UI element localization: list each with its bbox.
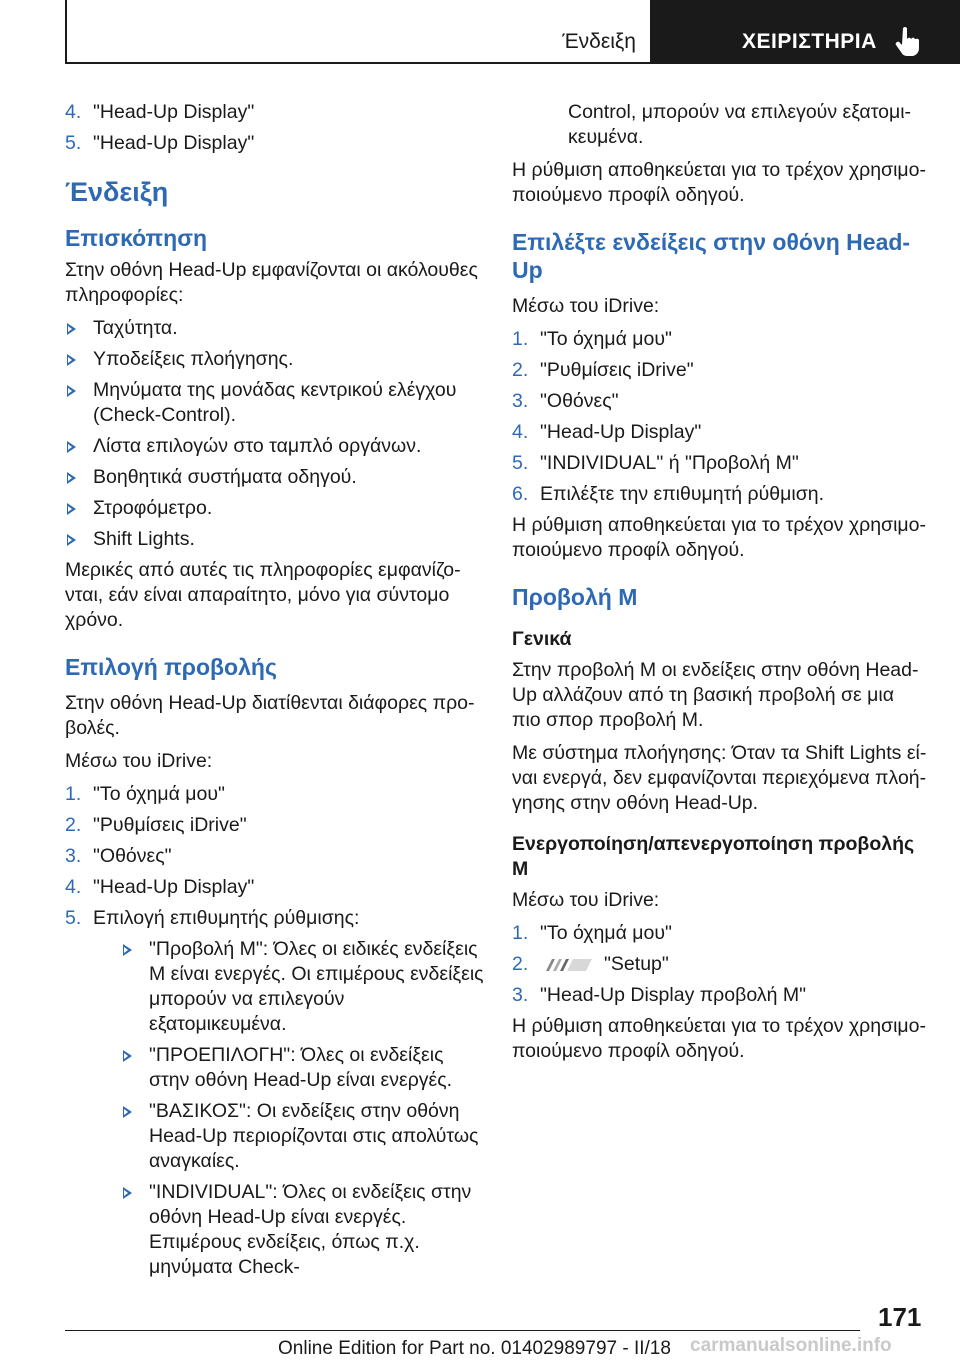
list-item: 4. "Head-Up Display" [65, 876, 255, 898]
view-steps-list [65, 782, 485, 1280]
header-chapter-tab [650, 0, 960, 64]
page-number: 171 [878, 1302, 922, 1332]
list-item: Μηνύματα της μονάδας κεντρικού ελέγχου (Check-Control). [65, 378, 485, 428]
general-heading: Γενικά [512, 628, 572, 650]
triangle-bullet-icon [67, 385, 76, 397]
triangle-bullet-icon [67, 441, 76, 453]
list-item: 4. "Head-Up Display" [512, 421, 702, 443]
view-selection-heading: Επιλογή προβολής [65, 654, 277, 680]
list-item: 2. "Ρυθμίσεις iDrive" [65, 814, 247, 836]
triangle-bullet-icon [67, 534, 76, 546]
list-item: 6. Επιλέξτε την επιθυμητή ρύθμιση. [512, 483, 824, 505]
via-idrive-label: Μέσω του iDrive: [65, 750, 213, 772]
page-header [65, 0, 960, 64]
saved-note: Η ρύθμιση αποθηκεύεται για το τρέχον χρησιμο-ποιούμενο προφίλ οδηγού. [512, 514, 926, 561]
list-item: Στροφόμετρο. [65, 496, 485, 521]
list-item: 1. "Το όχημά μου" [512, 922, 672, 944]
overview-note: Μερικές από αυτές τις πληροφορίες εμφανίζο-νται, εάν είναι απαραίτητο, μόνο για σύντομο χρόνο. [65, 559, 461, 631]
header-chapter-label: ΧΕΙΡΙΣΤΗΡΙΑ [742, 30, 877, 53]
right-column [512, 100, 927, 1072]
view-intro: Στην οθόνη Head-Up διατίθενται διάφορες προ-βολές. [65, 692, 475, 739]
view-options-list [121, 937, 485, 1280]
m-setup-icon [540, 958, 596, 972]
triangle-bullet-icon [67, 354, 76, 366]
list-item: Βοηθητικά συστήματα οδηγού. [65, 465, 485, 490]
list-item: 1. "Το όχημά μου" [65, 783, 225, 805]
list-item: Λίστα επιλογών στο ταμπλό οργάνων. [65, 434, 485, 459]
select-steps-list [512, 327, 927, 507]
watermark: carmanualsonline.info [690, 1335, 892, 1356]
hand-pointer-icon [895, 26, 921, 56]
saved-note: Η ρύθμιση αποθηκεύεται για το τρέχον χρησιμο-ποιούμενο προφίλ οδηγού. [512, 159, 926, 206]
top-numbered-list [65, 100, 485, 156]
select-displays-heading: Επιλέξτε ενδείξεις στην οθόνη Head-Up [512, 229, 911, 283]
list-item: 5. Επιλογή επιθυμητής ρύθμισης: "Προβολή M": Όλες οι ειδικές ενδείξεις M είναι ενεργές. Οι επιμέρους ενδείξεις μπορούν να επιλεγούν εξατομικευμένα. "ΠΡΟΕΠΙΛΟΓΗ": Όλες οι ενδείξεις στην οθόνη Head-Up είναι ενεργές. "ΒΑΣΙΚΟΣ": Οι ενδείξεις στην οθόνη Head-Up περιορίζονται στις απολύτως αναγκαίες. "INDIVIDUAL": Όλες οι ενδείξεις στην οθόνη Head-Up είναι ενεργές. Επιμέρους ενδείξεις, όπως π.χ. μηνύματα Check- [65, 907, 484, 1278]
triangle-bullet-icon [67, 472, 76, 484]
triangle-bullet-icon [123, 1106, 132, 1118]
option-continuation: Control, μπορούν να επιλεγούν εξατομι-κευμένα. [568, 101, 912, 148]
list-item: 4. "Head-Up Display" [65, 101, 255, 123]
triangle-bullet-icon [67, 503, 76, 515]
edition-text: Online Edition for Part no. 01402989797 - II/18 [278, 1338, 671, 1359]
footer-divider [65, 1330, 860, 1331]
triangle-bullet-icon [123, 1187, 132, 1199]
activate-steps-list [512, 921, 927, 1008]
triangle-bullet-icon [123, 944, 132, 956]
list-item: 2. "Ρυθμίσεις iDrive" [512, 359, 694, 381]
overview-intro: Στην οθόνη Head-Up εμφανίζονται οι ακόλουθες πληροφορίες: [65, 259, 478, 306]
header-section-tab [65, 0, 652, 64]
triangle-bullet-icon [67, 323, 76, 335]
list-item: Υποδείξεις πλοήγησης. [65, 347, 485, 372]
m-view-heading: Προβολή M [512, 584, 638, 610]
via-idrive-label: Μέσω του iDrive: [512, 295, 660, 317]
list-item: 3. "Οθόνες" [65, 845, 172, 867]
list-item: 1. "Το όχημά μου" [512, 328, 672, 350]
header-section-label: Ένδειξη [562, 30, 636, 53]
list-item: "Προβολή M": Όλες οι ειδικές ενδείξεις M είναι ενεργές. Οι επιμέρους ενδείξεις μπορούν να επιλεγούν εξατομικευμένα. [121, 937, 485, 1037]
activate-m-view-heading: Ενεργοποίηση/απενεργοποίηση προβολής M [512, 833, 915, 880]
list-item: "INDIVIDUAL": Όλες οι ενδείξεις στην οθόνη Head-Up είναι ενεργές. Επιμέρους ενδείξεις, όπως π.χ. μηνύματα Check- [121, 1180, 485, 1280]
overview-heading: Επισκόπηση [65, 225, 207, 251]
general-paragraph: Στην προβολή M οι ενδείξεις στην οθόνη Head-Up αλλάζουν από τη βασική προβολή σε μια πιο σπορ προβολή M. [512, 659, 919, 731]
via-idrive-label: Μέσω του iDrive: [512, 889, 660, 911]
list-item: 2. "Setup" [512, 953, 669, 975]
section-title: Ένδειξη [65, 177, 169, 207]
list-item: 5. "INDIVIDUAL" ή "Προβολή M" [512, 452, 799, 474]
info-bullet-list [65, 316, 485, 552]
general-paragraph: Με σύστημα πλοήγησης: Όταν τα Shift Lights εί-ναι ενεργά, δεν εμφανίζονται περιεχόμενα πλοή-γησης στην οθόνη Head-Up. [512, 742, 927, 814]
list-item: "ΒΑΣΙΚΟΣ": Οι ενδείξεις στην οθόνη Head-Up περιορίζονται στις απολύτως αναγκαίες. [121, 1099, 485, 1174]
list-item: Shift Lights. [65, 527, 485, 552]
saved-note: Η ρύθμιση αποθηκεύεται για το τρέχον χρησιμο-ποιούμενο προφίλ οδηγού. [512, 1015, 926, 1062]
list-item: "ΠΡΟΕΠΙΛΟΓΗ": Όλες οι ενδείξεις στην οθόνη Head-Up είναι ενεργές. [121, 1043, 485, 1093]
list-item: 3. "Οθόνες" [512, 390, 619, 412]
left-column [65, 100, 485, 1286]
list-item: 5. "Head-Up Display" [65, 132, 255, 154]
list-item: 3. "Head-Up Display προβολή M" [512, 984, 806, 1006]
triangle-bullet-icon [123, 1050, 132, 1062]
list-item: Ταχύτητα. [65, 316, 485, 341]
